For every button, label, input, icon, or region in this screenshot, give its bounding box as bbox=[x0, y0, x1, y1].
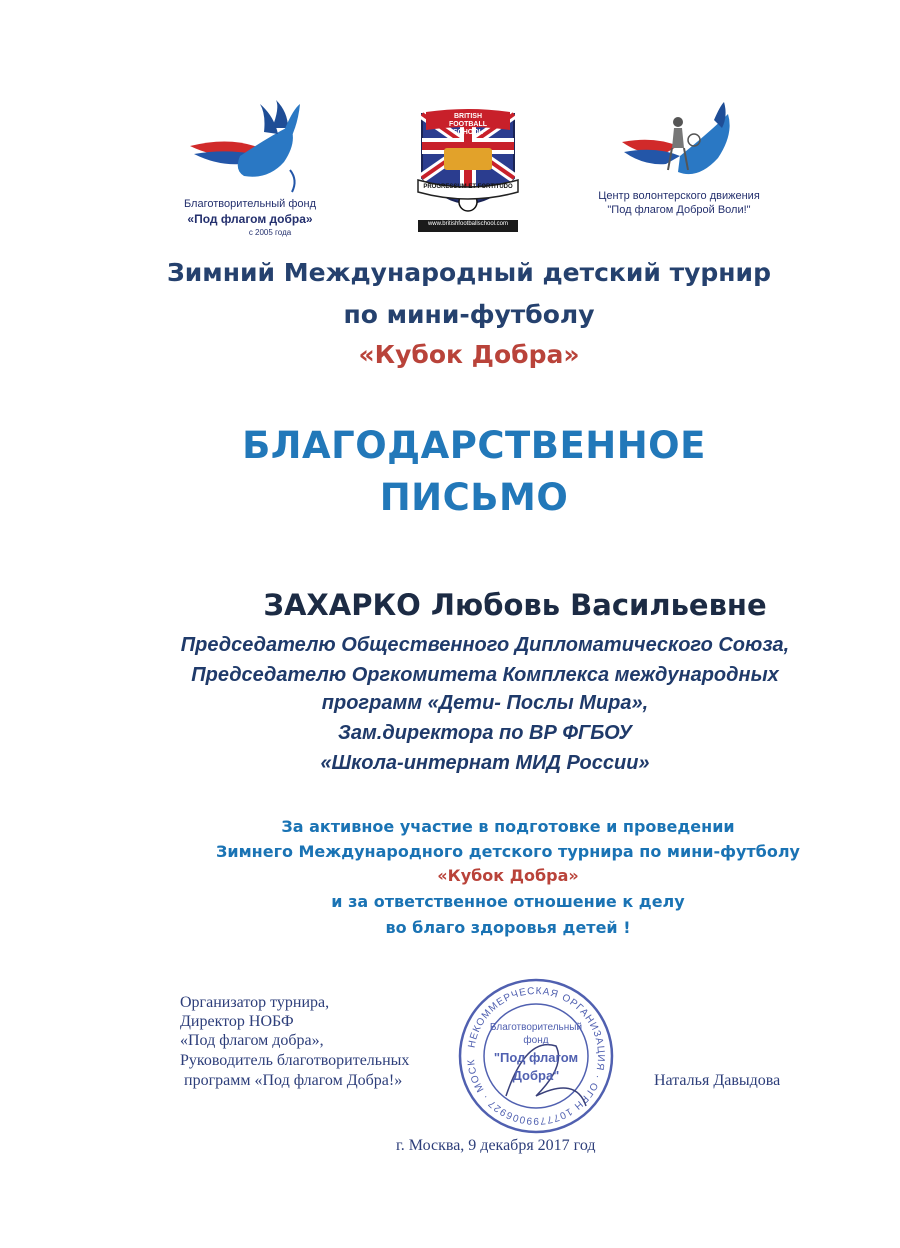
organizer-line-2: Директор НОБФ bbox=[180, 1013, 294, 1030]
organizer-line-4: Руководитель благотворительных bbox=[180, 1052, 410, 1069]
organizer-line-1: Организатор турнира, bbox=[180, 994, 330, 1011]
signer-name: Наталья Давыдова bbox=[654, 1072, 781, 1089]
dove-logo-icon bbox=[180, 96, 320, 196]
recipient-position-2: Председателю Оргкомитета Комплекса международных bbox=[191, 664, 779, 686]
recipient-position-5: «Школа-интернат МИД России» bbox=[320, 752, 650, 774]
round-seal-stamp bbox=[456, 976, 616, 1136]
crest-url-text: www.britishfootballschool.com bbox=[427, 221, 509, 227]
left-logo-line1: Благотворительный фонд bbox=[183, 198, 317, 210]
gratitude-line5: во благо здоровья детей ! bbox=[385, 918, 631, 937]
tournament-line2: по мини-футболу bbox=[343, 300, 595, 329]
gratitude-line1: За активное участие в подготовке и проведении bbox=[281, 817, 735, 836]
gratitude-line4: и за ответственное отношение к делу bbox=[331, 892, 685, 911]
organizer-line-3: «Под флагом добра», bbox=[180, 1032, 324, 1049]
stamp-center-line3: "Под флагом bbox=[493, 1050, 579, 1065]
tournament-line1: Зимний Международный детский турнир bbox=[167, 258, 771, 287]
right-logo-line2: "Под флагом Доброй Воли!" bbox=[607, 204, 751, 216]
document-title-line2: ПИСЬМО bbox=[379, 476, 569, 519]
left-foundation-logo bbox=[180, 96, 320, 246]
stamp-center-line1: Благотворительный bbox=[489, 1022, 583, 1033]
dove-volunteer-logo-icon bbox=[594, 100, 764, 190]
crest-banner-text: BRITISH FOOTBALL SCHOOL bbox=[448, 113, 488, 136]
recipient-position-3: программ «Дети- Послы Мира», bbox=[321, 692, 649, 714]
left-logo-line2: «Под флагом добра» bbox=[187, 212, 313, 226]
left-logo-line3: с 2005 года bbox=[248, 228, 292, 237]
center-school-crest bbox=[412, 108, 524, 236]
stamp-ring-text: НЕКОММЕРЧЕСКАЯ ОРГАНИЗАЦИЯ · ОГРН 1077799006927 · МОСК bbox=[465, 985, 607, 1127]
gratitude-cup: «Кубок Добра» bbox=[437, 866, 579, 885]
recipient-position-4: Зам.директора по ВР ФГБОУ bbox=[338, 722, 632, 744]
recipient-name: ЗАХАРКО Любовь Васильевне bbox=[263, 588, 767, 622]
document-title-line1: БЛАГОДАРСТВЕННОЕ bbox=[242, 424, 706, 467]
recipient-position-1: Председателю Общественного Дипломатического Союза, bbox=[180, 634, 790, 656]
document-date: г. Москва, 9 декабря 2017 год bbox=[396, 1137, 596, 1154]
right-logo-line1: Центр волонтерского движения bbox=[598, 190, 760, 202]
right-volunteer-logo bbox=[594, 100, 764, 220]
gratitude-line2: Зимнего Международного детского турнира по мини-футболу bbox=[216, 842, 800, 861]
stamp-center-line4: Добра" bbox=[512, 1068, 560, 1083]
organizer-line-5: программ «Под флагом Добра!» bbox=[180, 1072, 403, 1089]
tournament-cup: «Кубок Добра» bbox=[358, 340, 580, 369]
crest-ribbon-text: PROGRESSUM ET FORTITUDO bbox=[423, 184, 513, 190]
stamp-center-line2: фонд bbox=[523, 1035, 549, 1046]
